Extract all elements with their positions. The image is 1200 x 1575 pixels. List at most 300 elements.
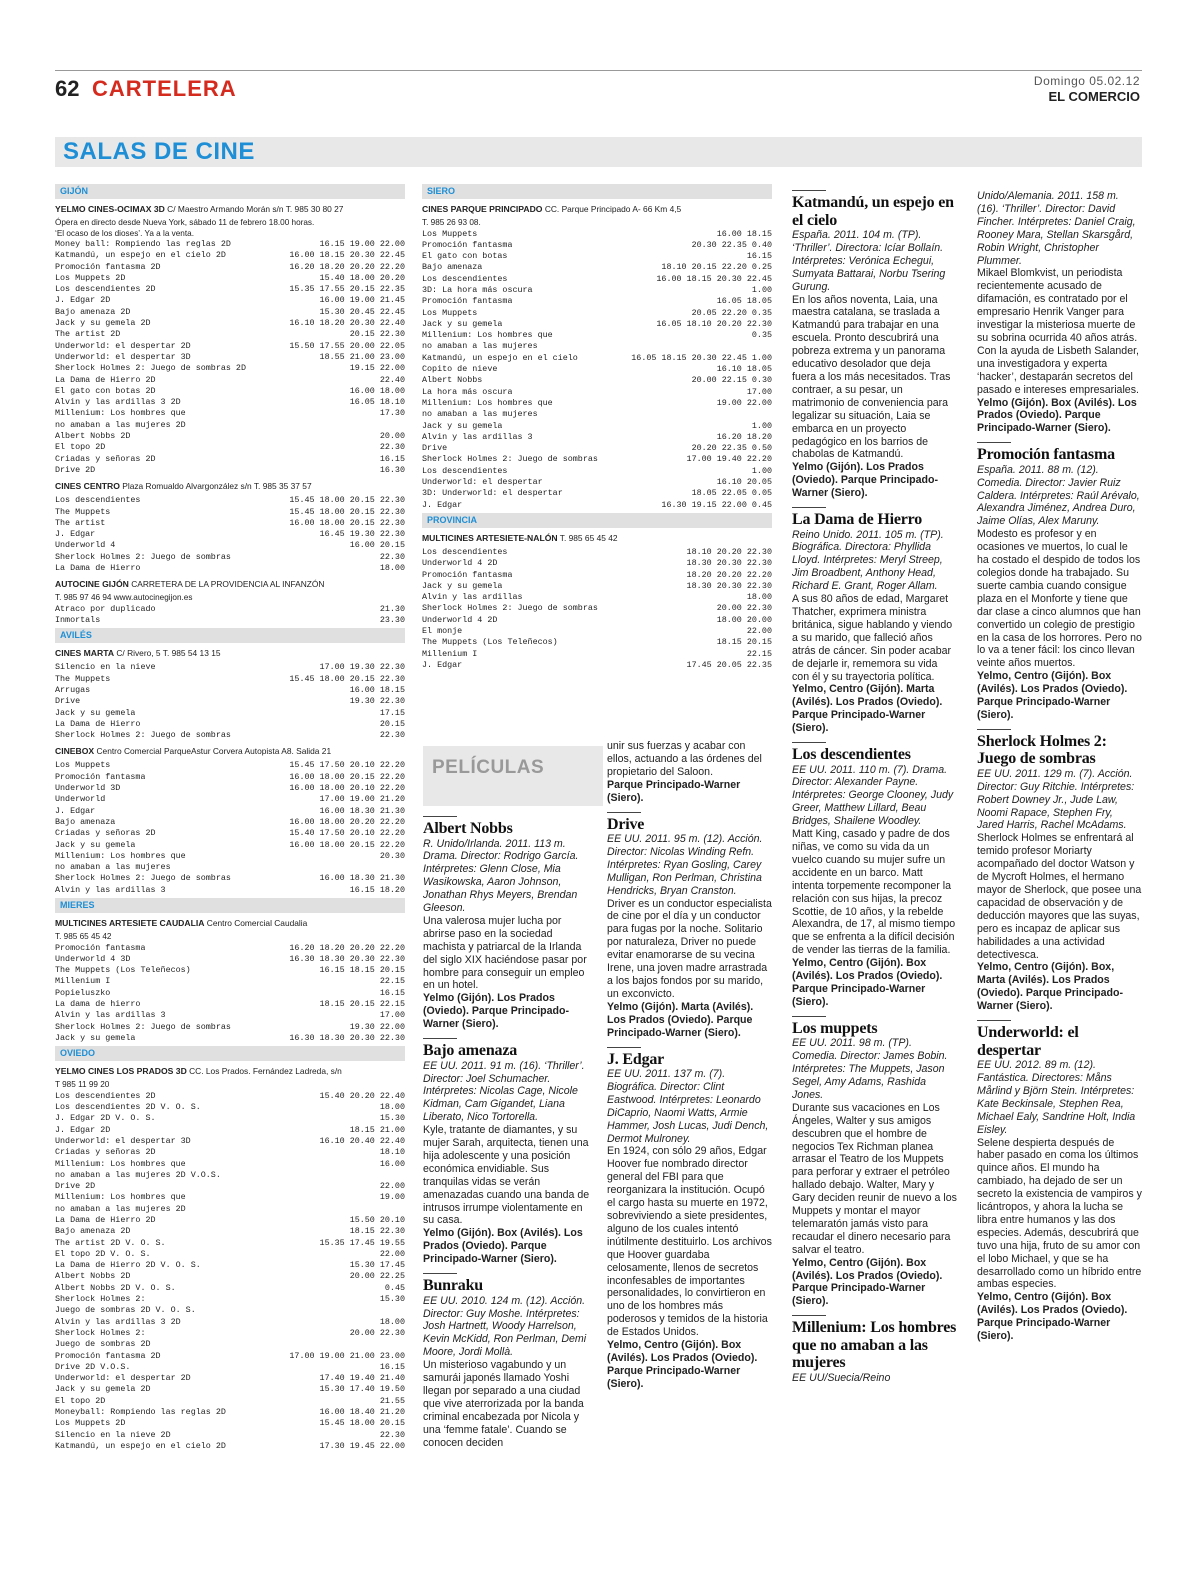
cinema-address: CARRETERA DE LA PROVIDENCIA AL INFANZÓN (131, 579, 325, 590)
showtimes: 17.00 19.00 21.20 (319, 794, 405, 805)
movie-rule (423, 1038, 457, 1039)
showtime-row (422, 398, 772, 421)
showtime-row (55, 1441, 405, 1452)
showtime-row (55, 719, 405, 730)
movie-title: Bajo amenaza (423, 1042, 518, 1060)
movie-rule (423, 816, 457, 817)
movie-venues: Yelmo, Centro (Gijón). Marta (Avilés). Los Prados (Oviedo). Parque Principado-Warner (Siero). (792, 683, 943, 735)
movie-entry (792, 190, 957, 500)
movie-rule (792, 742, 826, 743)
film-title: Jack y su gemela (422, 580, 503, 591)
showtime-row (422, 660, 772, 671)
movie-synopsis: Durante sus vacaciones en Los Ángeles, Walter y sus amigos descubren que el hombre de negocios Tex Richman planea arrasar el Teatro de los Muppets para perforar y extraer el petróleo hallado debajo. Walter, Mary y Gary deciden reunir de nuevo a los Muppets y montar el mayor telemaratón jamás visto para recaudar el dinero necesario para salvar el teatro. (792, 1101, 957, 1256)
film-title: Los descendientes (422, 273, 508, 284)
showtimes: 20.15 (379, 718, 405, 729)
film-title: Los Muppets 2D (55, 272, 126, 283)
showtimes: 0.35 (751, 330, 772, 341)
showtimes: 18.55 21.00 23.00 (319, 351, 405, 362)
film-title: The Muppets (Los Teleñecos) (55, 965, 191, 976)
film-title: El gato con botas (422, 251, 508, 262)
listings-column-mid (422, 182, 772, 671)
cinema-name: YELMO CINES-OCIMAX 3D (55, 204, 165, 214)
film-title: Millenium I (55, 976, 111, 987)
showtimes: 15.30 17.40 19.50 (319, 1384, 405, 1395)
showtimes: 22.00 (746, 626, 772, 636)
showtime-row (55, 1226, 405, 1237)
movie-title: J. Edgar (607, 1050, 665, 1068)
film-title: J. Edgar (422, 659, 463, 670)
showtime-row (422, 477, 772, 488)
showtimes: 17.00 19.00 21.00 23.00 (289, 1350, 405, 1361)
showtime-row (55, 954, 405, 965)
showtime-row (55, 540, 405, 551)
cinema-name: MULTICINES ARTESIETE CAUDALIA (55, 918, 205, 929)
showtime-row (55, 284, 405, 295)
showtimes: 20.00 22.25 (349, 1271, 405, 1282)
showtime-row (55, 239, 405, 250)
showtimes: 20.30 22.35 0.40 (691, 239, 772, 250)
showtime-row (422, 364, 772, 375)
film-title: Underworld 3D (55, 783, 121, 794)
cinema-header (55, 648, 405, 659)
showtimes: 20.30 (379, 850, 405, 861)
cinema-note: T 985 11 99 20 (55, 1080, 110, 1090)
showtime-row (422, 443, 772, 454)
film-title: La Dama de Hierro (55, 718, 141, 729)
film-title: Promoción fantasma (422, 296, 513, 307)
film-title: Sherlock Holmes 2: Juego de sombras (55, 551, 231, 562)
film-title: El monje (422, 626, 463, 636)
showtime-row (422, 296, 772, 307)
film-title: Criadas y señoras 2D (55, 828, 156, 839)
cinema-note: ‘El ocaso de los dioses’. Ya a la venta. (55, 228, 194, 238)
showtimes: 22.30 (379, 551, 405, 562)
movie-entry (792, 1016, 957, 1309)
showtimes: 18.00 (379, 563, 405, 574)
movie-synopsis: Un misterioso vagabundo y un samurái japonés llamado Yoshi llegan por separado a una ciudad que vive aterrorizada por la banda criminal encabezada por Nicola y una ‘femme fatale’. Cuando se conocen deciden (423, 1359, 584, 1449)
film-title: Sherlock Holmes 2: Juego de sombras (55, 873, 231, 884)
showtime-row (55, 552, 405, 563)
film-title: Alvin y las ardillas 3 2D (55, 1316, 181, 1327)
showtime-row (55, 1384, 405, 1395)
showtimes: 18.15 20.15 (716, 637, 772, 648)
movie-synopsis: Modesto es profesor y en ocasiones ve muertos, lo cual le ha costado el despido de todos los colegios donde ha trabajado. Su suerte cambia cuando consigue plaza en el Monforte y tiene que dar clase a cinco alumnos que han convertido un colegio de prestigio en la casa de los horrores. Pero no lo va a tener fácil: los cinco llevan veinte años muertos. (977, 528, 1142, 670)
showtime-row (55, 828, 405, 839)
film-title: Criadas y señoras 2D (55, 453, 156, 464)
movie-rule (423, 1273, 457, 1274)
showtime-row (55, 772, 405, 783)
showtimes: 16.00 18.00 20.15 22.20 (289, 771, 405, 782)
showtimes: 18.00 20.00 (716, 614, 772, 625)
showtime-row (55, 397, 405, 408)
showtimes: 16.15 (379, 453, 405, 464)
showtimes: 16.20 18.20 20.20 22.20 (289, 261, 405, 272)
film-title: Katmandú, un espejo en el cielo 2D (55, 1440, 226, 1451)
showtime-row (55, 943, 405, 954)
showtime-row (55, 1249, 405, 1260)
showtimes: 16.00 18.15 20.30 22.45 (656, 273, 772, 284)
film-title: The artist 2D V. O. S. (55, 1237, 166, 1248)
film-title: Arrugas (55, 685, 91, 695)
peliculas-heading: PELÍCULAS (432, 757, 545, 778)
showtimes: 16.00 18.15 (716, 228, 772, 239)
showtimes: 16.30 18.30 20.30 22.30 (289, 953, 405, 964)
showtime-row (422, 615, 772, 626)
showtimes: 18.10 (379, 1147, 405, 1158)
showtimes: 16.20 18.20 (716, 431, 772, 442)
region-header: MIERES (55, 898, 405, 913)
film-title: Millenium I (422, 648, 478, 659)
showtimes: 19.00 (379, 1192, 405, 1203)
film-title: Underworld: el despertar (422, 477, 543, 488)
movie-credits: R. Unido/Irlanda. 2011. 113 m. Drama. Director: Rodrigo García. Intérpretes: Glenn Close, Mia Wasikowska, Aaron Johnson, Jonathan Rhys Meyers, Brendan Gleeson. (423, 837, 579, 915)
cinema-header (55, 918, 405, 929)
film-title: Albert Nobbs 2D (55, 1271, 131, 1282)
showtime-row (55, 1271, 405, 1282)
showtimes: 15.30 (379, 1294, 405, 1305)
film-title: Atraco por duplicado (55, 603, 156, 614)
film-title: Underworld: el despertar 2D (55, 340, 191, 351)
showtime-row (55, 495, 405, 506)
region-header: OVIEDO (55, 1046, 405, 1061)
film-title: The artist 2D (55, 329, 121, 340)
film-title: Underworld 4 3D (55, 953, 131, 964)
showtime-row (422, 488, 772, 499)
showtimes: 16.05 18.05 (716, 296, 772, 307)
showtime-row (422, 649, 772, 660)
film-title: Drive 2D (55, 1181, 96, 1192)
cinema-address: C/ Rivero, 5 T. 985 54 13 15 (116, 648, 221, 659)
showtime-row (55, 965, 405, 976)
showtimes: 16.00 18.40 21.20 (319, 1407, 405, 1418)
showtime-row (55, 431, 405, 442)
movie-title: Underworld: el despertar (977, 1024, 1079, 1059)
movie-title: Sherlock Holmes 2: Juego de sombras (977, 732, 1107, 768)
showtimes: 18.15 22.30 (349, 1226, 405, 1237)
showtimes: 16.15 18.20 (349, 884, 405, 895)
region-header: PROVINCIA (422, 513, 772, 528)
showtime-row (55, 1215, 405, 1226)
showtimes: 15.35 17.45 19.55 (319, 1237, 405, 1248)
showtime-row (55, 873, 405, 884)
film-title: Underworld 4 (55, 540, 116, 551)
showtimes: 16.00 18.00 20.15 22.30 (289, 517, 405, 528)
film-title: El gato con botas 2D (55, 385, 156, 396)
showtimes: 23.30 (379, 615, 405, 626)
movie-entry (792, 1315, 957, 1384)
film-title: Albert Nobbs (422, 375, 483, 386)
showtime-row (422, 581, 772, 592)
showtimes: 15.45 18.00 20.15 22.30 (289, 506, 405, 517)
movie-title: Albert Nobbs (423, 820, 513, 837)
movie-rule (792, 190, 826, 191)
cinema-header (55, 579, 405, 590)
film-title: Sherlock Holmes 2: Juego de sombras 2D (55, 363, 246, 374)
film-title: Millenium: Los hombres que no amaban a las mujeres 2D (55, 1192, 186, 1214)
movie-entry (977, 1020, 1142, 1343)
showtime-row (55, 615, 405, 626)
film-title: J. Edgar (55, 529, 96, 540)
showtime-row (55, 1351, 405, 1362)
showtime-row (55, 454, 405, 465)
cinema-note: T. 985 26 93 08. (422, 218, 481, 227)
film-title: Underworld: el despertar 3D (55, 351, 191, 362)
showtimes: 0.45 (384, 1282, 405, 1293)
showtime-row (55, 465, 405, 476)
film-title: 3D: Underworld: el despertar (422, 488, 563, 499)
movie-synopsis: Mikael Blomkvist, un periodista recientemente acusado de difamación, es contratado por el empresario Henrik Vanger para investigar la misteriosa muerte de su sobrina ocurrida 40 años atrás. Con la ayuda de Lisbeth Salander, una investigadora y experta ‘hacker’, destaparán secretos del pasado e intereses empresariales. (977, 267, 1139, 396)
showtime-row (55, 1430, 405, 1441)
film-title: Drive (55, 696, 81, 707)
showtime-row (55, 976, 405, 987)
region-header: SIERO (422, 184, 772, 199)
movie-synopsis: Sherlock Holmes se enfrentará al temido profesor Moriarty acompañado del doctor Watson y de Mycroft Holmes, el hermano mayor de Sherlock, que posee una capacidad de observación y de deducción mayores que las suyas, pero es incapaz de aplicar sus habilidades a una actividad detectivesca. (977, 832, 1142, 961)
film-title: The Muppets (55, 673, 111, 684)
film-title: Silencio en la nieve (55, 662, 156, 673)
film-title: Los descendientes (422, 465, 508, 476)
showtimes: 18.00 (379, 1102, 405, 1113)
showtime-row (422, 592, 772, 603)
movie-credits: EE UU. 2011. 98 m. (TP). Comedia. Director: James Bobin. Intérpretes: The Muppets, Jason Segel, Amy Adams, Rashida Jones. (792, 1037, 948, 1101)
showtimes: 16.10 18.05 (716, 364, 772, 375)
showtime-row (55, 363, 405, 374)
showtimes: 18.05 22.05 0.05 (691, 488, 772, 499)
film-title: El topo 2D V. O. S. (55, 1248, 151, 1259)
cinema-note: T. 985 65 45 42 (55, 932, 112, 942)
showtimes: 19.30 22.00 (349, 1021, 405, 1032)
film-title: Los descendientes 2D (55, 284, 156, 295)
movie-venues: Yelmo (Gijón). Los Prados (Oviedo). Parque Principado-Warner (Siero). (792, 461, 938, 500)
film-title: Los Muppets 2D (55, 1418, 126, 1429)
showtimes: 16.00 (379, 1158, 405, 1169)
showtimes: 17.30 (379, 408, 405, 419)
showtimes: 22.00 (379, 1248, 405, 1259)
showtimes: 15.40 18.00 20.20 (319, 272, 405, 283)
movie-title: Los muppets (792, 1019, 878, 1037)
showtimes: 15.50 20.10 (349, 1214, 405, 1225)
film-title: Albert Nobbs 2D V. O. S. (55, 1282, 176, 1293)
showtime-row (55, 563, 405, 574)
showtime-row (55, 1022, 405, 1033)
film-title: La hora más oscura (422, 386, 513, 397)
showtimes: 19.15 22.00 (349, 363, 405, 374)
showtimes: 16.15 (746, 251, 772, 262)
film-title: Promoción fantasma (55, 771, 146, 782)
film-title: Bajo amenaza 2D (55, 306, 131, 317)
film-title: Millenium: Los hombres que no amaban a las mujeres 2D V.O.S. (55, 1158, 221, 1180)
showtime-row (422, 500, 772, 511)
movie-venues: Yelmo, Centro (Gijón). Box (Avilés). Los Prados (Oviedo). Parque Principado-Warner (Siero). (977, 1291, 1128, 1343)
showtimes: 20.20 22.35 0.50 (691, 443, 772, 454)
showtime-row (55, 408, 405, 431)
movie-credits: España. 2011. 104 m. (TP). ‘Thriller’. Directora: Icíar Bollaín. Intérpretes: Verónica Echegui, Sumyata Battarai, Norbu Tsering Gurung. (792, 229, 946, 293)
film-title: La dama de hierro (55, 999, 141, 1010)
movie-title: Millenium: Los hombres que no amaban a las mujeres (792, 1319, 957, 1372)
movie-credits: EE UU. 2011. 110 m. (7). Drama. Director: Alexander Payne. Intérpretes: George Clooney, Judy Greer, Matthew Lillard, Beau Bridges, Shailene Woodley. (792, 763, 954, 828)
film-title: The Muppets (55, 506, 111, 517)
film-title: The Muppets (Los Teleñecos) (422, 637, 558, 648)
film-title: Jack y su gemela (55, 707, 136, 718)
showtime-row (55, 806, 405, 817)
film-title: Albert Nobbs 2D (55, 431, 131, 442)
showtimes: 16.15 19.00 22.00 (319, 239, 405, 249)
showtime-row (422, 319, 772, 330)
showtimes: 20.00 22.30 (716, 603, 772, 614)
showtimes: 16.05 18.10 (349, 397, 405, 408)
movie-title: Promoción fantasma (977, 446, 1115, 464)
showtimes: 17.00 19.40 22.20 (686, 454, 772, 465)
film-title: Alvin y las ardillas 3 (55, 1010, 166, 1021)
showtimes: 21.55 (379, 1395, 405, 1406)
showtimes: 22.30 (379, 730, 405, 741)
showtime-row (55, 386, 405, 397)
movie-synopsis: A sus 80 años de edad, Margaret Thatcher, exprimera ministra británica, sigue hablando y viendo a su marido, que falleció años atrás de cáncer. Sin poder acabar de dejarle ir, rememora su vida con él y su trayectoria política. (792, 593, 953, 683)
cinema-header (55, 481, 405, 492)
film-title: Jack y su gemela (422, 420, 503, 431)
movie-rule (977, 729, 1011, 730)
film-title: Popieluszko (55, 987, 111, 998)
movie-entry (423, 1038, 590, 1266)
showtimes: 15.50 17.55 20.00 22.05 (289, 340, 405, 351)
film-title: Los Muppets (422, 228, 478, 239)
showtimes: 16.10 20.40 22.40 (319, 1135, 405, 1146)
showtime-row (55, 999, 405, 1010)
showtime-row (422, 375, 772, 386)
region-header: GIJÓN (55, 184, 405, 199)
section-title: CARTELERA (92, 76, 237, 101)
showtimes: 15.45 18.00 20.15 22.30 (289, 495, 405, 506)
movie-venues: Parque Principado-Warner (Siero). (607, 778, 741, 804)
showtimes: 22.15 (746, 648, 772, 659)
movie-entry (423, 1273, 590, 1449)
movie-rule (792, 1016, 826, 1017)
cinema-header (55, 1066, 405, 1077)
movie-venues: Yelmo (Gijón). Marta (Avilés). Los Prados (Oviedo). Parque Principado-Warner (Siero). (607, 1000, 754, 1039)
movie-credits: EE UU. 2011. 129 m. (7). Acción. Director: Guy Ritchie. Intérpretes: Robert Downey Jr., Jude Law, Noomi Rapace, Stephen Fry, Jared Harris, Rachel McAdams. (977, 767, 1135, 832)
cinema-name: CINES PARQUE PRINCIPADO (422, 204, 543, 214)
showtime-row (55, 604, 405, 615)
showtime-row (422, 570, 772, 581)
film-title: La Dama de Hierro 2D V. O. S. (55, 1260, 201, 1271)
showtime-row (422, 421, 772, 432)
film-title: El topo 2D (55, 1395, 106, 1406)
film-title: 3D: La hora más oscura (422, 284, 533, 295)
movie-rule (607, 1047, 641, 1048)
film-title: Millenium: Los hombres que no amaban a las mujeres (422, 397, 553, 420)
showtimes: 16.20 18.20 20.20 22.20 (289, 942, 405, 953)
showtime-row (55, 507, 405, 518)
showtime-row (55, 1033, 405, 1044)
showtime-row (55, 1192, 405, 1215)
showtimes: 16.30 18.30 20.30 22.30 (289, 1032, 405, 1043)
showtime-row (55, 375, 405, 386)
showtime-row (55, 262, 405, 273)
movie-entry (607, 1047, 772, 1391)
showtime-row (55, 250, 405, 261)
film-title: Sherlock Holmes 2: Juego de sombras (55, 730, 231, 741)
movie-synopsis: Matt King, casado y padre de dos niñas, ve como su vida da un vuelco cuando su mujer sufre un accidente en un barco. Matt intenta torpemente recomponer la relación con sus hijas, la precoz Scottie, de 10 años, y la rebelde Alexandra, de 17, al mismo tiempo que se enfrenta a la difícil decisión de vender las tierras de la familia. (792, 828, 956, 957)
showtimes: 17.45 20.05 22.35 (686, 659, 772, 670)
movie-entry (423, 816, 590, 1031)
film-title: J. Edgar 2D (55, 1124, 111, 1135)
film-title: Silencio en la nieve 2D (55, 1429, 171, 1440)
showtimes: 15.45 18.00 20.15 22.30 (289, 673, 405, 684)
showtime-row (55, 1260, 405, 1271)
film-title: The artist (55, 517, 106, 528)
showtime-row (55, 783, 405, 794)
cinema-address: Centro Comercial ParqueAstur Corvera Autopista A8. Salida 21 (96, 746, 332, 757)
movie-venues: Yelmo (Gijón). Los Prados (Oviedo). Parque Principado-Warner (Siero). (423, 992, 569, 1031)
film-title: Alvin y las ardillas (422, 592, 523, 603)
showtime-row (422, 274, 772, 285)
showtimes: 20.00 22.30 (349, 1327, 405, 1338)
showtime-row (55, 307, 405, 318)
film-title: La Dama de Hierro (55, 563, 141, 574)
film-title: Katmandú, un espejo en el cielo 2D (55, 250, 226, 261)
showtime-row (55, 685, 405, 696)
film-title: Los Muppets (55, 760, 111, 771)
newspaper-name: EL COMERCIO (1048, 89, 1140, 104)
movie-venues: Yelmo, Centro (Gijón). Box (Avilés). Los Prados (Oviedo). Parque Principado-Warner (Siero). (792, 1256, 943, 1308)
movie-entry (977, 729, 1142, 1013)
movie-entry (607, 740, 772, 805)
showtimes: 22.40 (379, 374, 405, 385)
showtime-row (55, 329, 405, 340)
movie-title: Bunraku (423, 1277, 483, 1295)
showtime-row (422, 229, 772, 240)
showtimes: 20.05 22.20 0.35 (691, 307, 772, 318)
showtimes: 15.35 17.55 20.15 22.35 (289, 284, 405, 295)
showtimes: 15.45 17.50 20.10 22.20 (289, 760, 405, 771)
film-title: Drive 2D (55, 464, 96, 475)
film-title: Jack y su gemela 2D (55, 1384, 151, 1395)
showtime-row (55, 518, 405, 529)
showtime-row (55, 1102, 405, 1113)
film-title: Jack y su gemela (55, 1032, 136, 1043)
movie-entry (977, 190, 1142, 435)
showtime-row (55, 662, 405, 673)
film-title: Millenium: Los hombres que no amaban a las mujeres 2D (55, 408, 186, 430)
movie-entry (792, 742, 957, 1009)
movie-venues: Yelmo, Centro (Gijón). Box, Marta (Avilés). Los Prados (Oviedo). Parque Principado-Warner (Siero). (977, 961, 1123, 1013)
showtime-row (55, 341, 405, 352)
showtimes: 16.10 20.05 (716, 477, 772, 488)
film-title: Sherlock Holmes 2: Juego de sombras (422, 603, 598, 614)
cinema-address: Plaza Romualdo Alvargonzález s/n T. 985 35 37 57 (122, 481, 312, 492)
movie-venues: Yelmo, Centro (Gijón). Box (Avilés). Los Prados (Oviedo). Parque Principado-Warner (Siero). (792, 957, 943, 1008)
film-title: Sherlock Holmes 2: Juego de sombras (55, 1021, 231, 1032)
showtimes: 17.00 (746, 386, 772, 397)
film-title: Underworld (55, 794, 106, 805)
showtime-row (55, 1294, 405, 1317)
movie-rule (977, 1020, 1011, 1021)
movie-synopsis: unir sus fuerzas y acabar con ellos, actuando a las órdenes del propietario del Saloon. (607, 740, 762, 778)
showtimes: 19.30 22.30 (349, 696, 405, 707)
movie-synopsis: Kyle, tratante de diamantes, y su mujer Sarah, arquitecta, tienen una hija adolescente y una posición económica envidiable. Sus tranquilas vidas se verán amenazadas cuando una banda de intrusos irrumpe violentamente en su casa. (423, 1124, 590, 1227)
showtime-row (55, 1396, 405, 1407)
showtime-row (422, 466, 772, 477)
showtimes: 17.30 19.45 22.00 (319, 1440, 405, 1451)
movie-venues: Yelmo (Gijón). Box (Avilés). Los Prados (Oviedo). Parque Principado-Warner (Siero). (423, 1227, 583, 1266)
movie-rule (792, 1315, 826, 1316)
movie-synopsis: En los años noventa, Laia, una maestra catalana, se traslada a Katmandú para trabajar en una escuela. Pronto descubrirá una pobreza extrema y un panorama educativo desolador que deja fuera a los más necesitados. Tras contraer, a su pesar, un matrimonio de conveniencia para legalizar su situación, Laia se embarca en un proyecto pedagógico en los barrios de chabolas de Katmandú. (792, 293, 951, 461)
movie-title: Los descendientes (792, 746, 911, 764)
showtimes: 16.00 19.00 21.45 (319, 295, 405, 306)
film-title: Inmortals (55, 615, 101, 626)
showtime-row (55, 840, 405, 851)
film-title: Underworld: el despertar 2D (55, 1373, 191, 1384)
showtimes: 16.45 19.30 22.30 (319, 529, 405, 540)
